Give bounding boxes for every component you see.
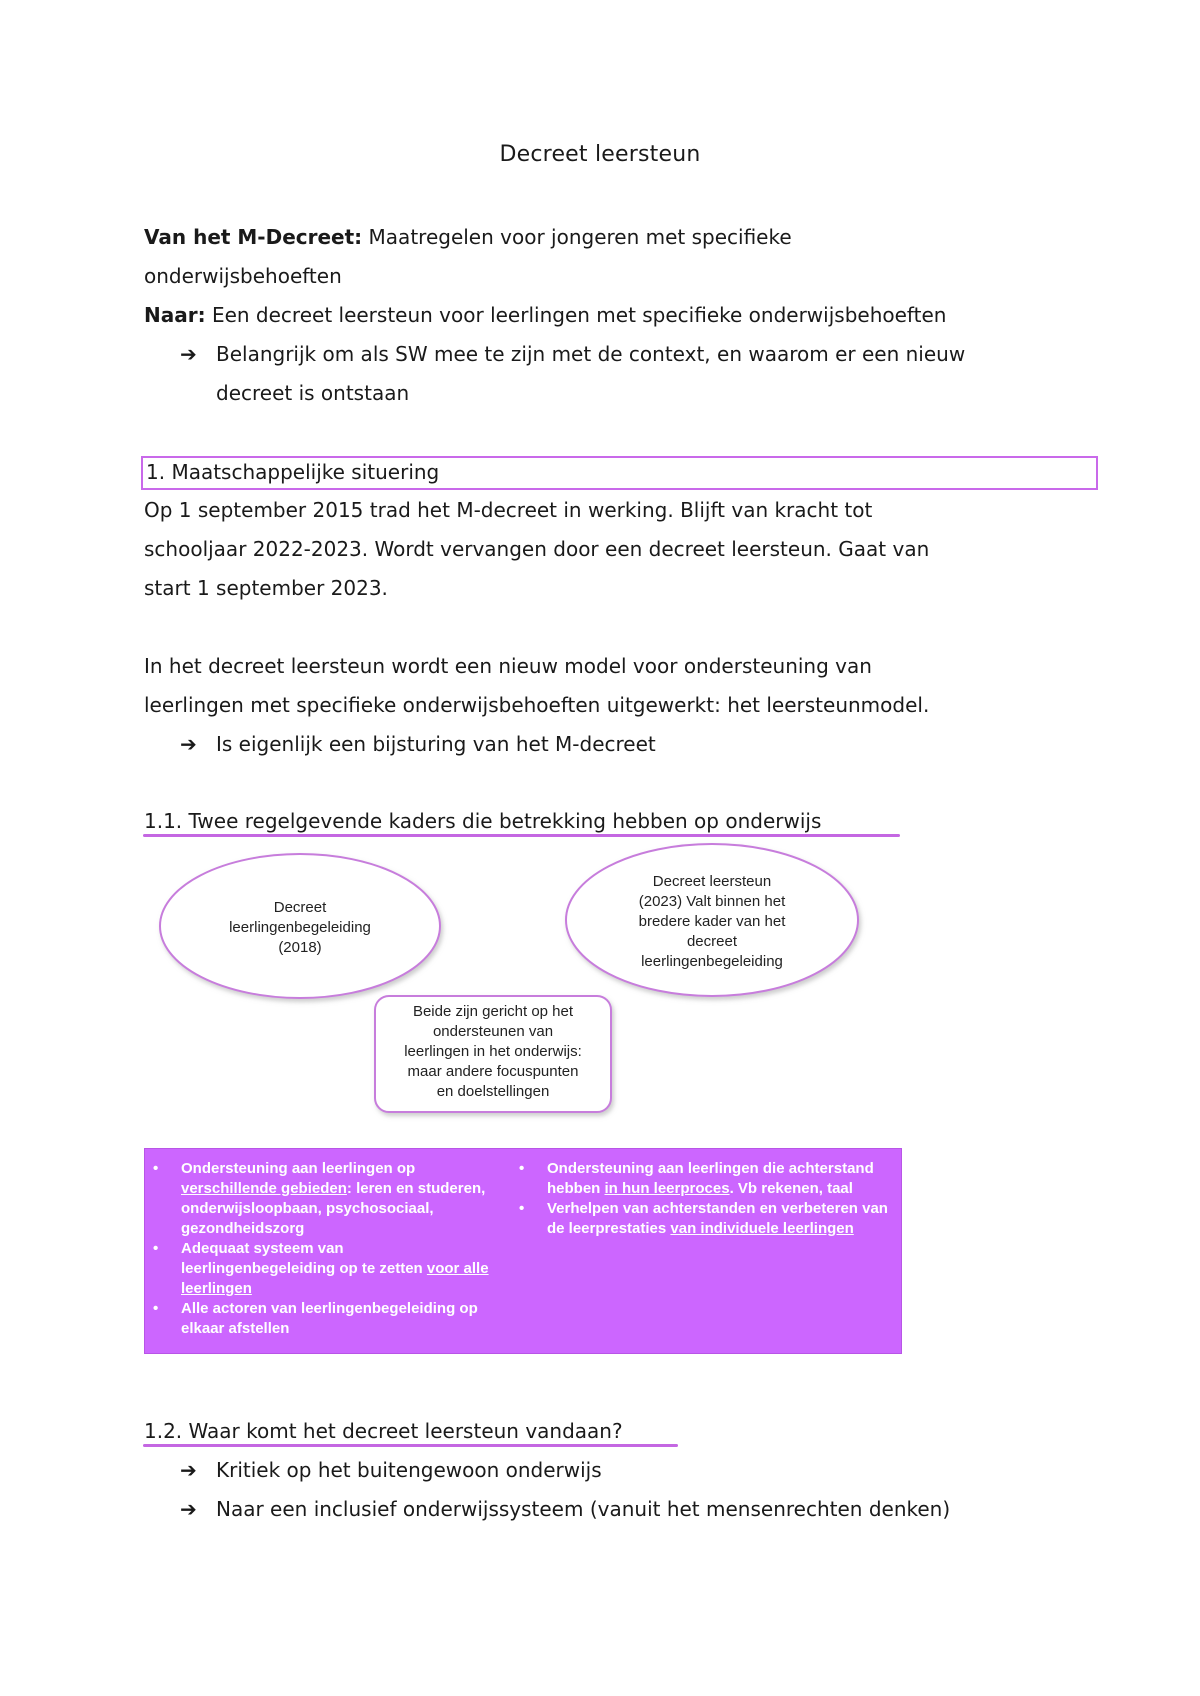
arrow-icon: ➔ [180,732,197,756]
from-text: Maatregelen voor jongeren met specifieke [362,225,792,249]
section-1-para2-line2: leerlingen met specifieke onderwijsbehoeften uitgewerkt: het leersteunmodel. [144,693,930,717]
middle-box-line: en doelstellingen [436,1083,550,1100]
intro-arrow-continuation: decreet is ontstaan [216,381,410,405]
from-label: Van het M-Decreet: [144,225,363,249]
page-title: Decreet leersteun [499,142,701,167]
section-1-2-arrow-1 [180,1457,602,1483]
bullet-text: Adequaat systeem van leerlingenbegeleiding op te zetten [181,1240,427,1277]
bullet-link: verschillende gebieden [181,1180,347,1197]
left-bullet-1 [145,1159,495,1239]
right-bullet-1 [511,1159,895,1199]
middle-box-line: leerlingen in het onderwijs: [404,1043,582,1060]
bullet-link: van individuele leerlingen [670,1220,854,1237]
left-column [145,1159,495,1339]
section-1-para1-line2: schooljaar 2022-2023. Wordt vervangen door een decreet leersteun. Gaat van [144,537,930,561]
section-1-arrow-text: Is eigenlijk een bijsturing van het M-decreet [216,732,656,756]
left-bullet-2 [145,1239,495,1299]
arrow-icon: ➔ [180,1497,197,1521]
section-1-para1-line1: Op 1 september 2015 trad het M-decreet in werking. Blijft van kracht tot [144,498,873,522]
right-bullet-2 [511,1199,895,1239]
comparison-box [144,1148,902,1354]
bullet-text: Alle actoren van leerlingenbegeleiding op elkaar afstellen [181,1300,478,1337]
bullet-text: : leren en studeren, onderwijsloopbaan, psychosociaal, gezondheidszorg [181,1180,486,1237]
right-ellipse-text [612,872,812,972]
bullet-text: Ondersteuning aan leerlingen die achterstand hebben [547,1160,874,1197]
intro-arrow-text: Belangrijk om als SW mee te zijn met de context, en waarom er een nieuw [216,342,966,366]
bullet-text: Verhelpen van achterstanden en verbeteren van de leerprestaties [547,1200,888,1237]
section-1-2-arrow-text: Kritiek op het buitengewoon onderwijs [216,1458,602,1482]
section-1-para2-line1: In het decreet leersteun wordt een nieuw model voor ondersteuning van [144,654,872,678]
bullet-text: Ondersteuning aan leerlingen op [181,1160,416,1177]
right-ellipse-line: decreet [686,933,738,950]
left-ellipse-line: Decreet [273,899,327,916]
section-1-para1-line3: start 1 september 2023. [144,576,388,600]
bullet-text: . Vb rekenen, taal [729,1180,853,1197]
left-bullet-3 [145,1299,495,1339]
bullet-link: voor alle leerlingen [181,1260,489,1297]
bullet-link: in hun leerproces [604,1180,730,1197]
section-1-1-heading: 1.1. Twee regelgevende kaders die betrekking hebben op onderwijs [144,809,822,833]
left-ellipse-text [200,898,400,958]
intro-from-line-2: onderwijsbehoeften [144,264,342,288]
left-ellipse-line: leerlingenbegeleiding [229,919,371,936]
section-1-2-arrow-text: Naar een inclusief onderwijssysteem (vanuit het mensenrechten denken) [216,1497,951,1521]
right-ellipse-line: Decreet leersteun [652,873,772,890]
section-1-heading: 1. Maatschappelijke situering [141,456,1098,490]
right-ellipse-line: leerlingenbegeleiding [641,953,783,970]
section-1-2-heading: 1.2. Waar komt het decreet leersteun vandaan? [144,1419,623,1443]
arrow-icon: ➔ [180,342,197,366]
to-label: Naar: [144,303,206,327]
right-column [511,1159,895,1239]
section-1-2-arrow-2 [180,1496,950,1522]
left-ellipse-line: (2018) [278,939,322,956]
right-ellipse-line: bredere kader van het [638,913,786,930]
middle-box-line: maar andere focuspunten [407,1063,579,1080]
section-1-2-underline [143,1444,678,1447]
arrow-icon: ➔ [180,1458,197,1482]
middle-box-line: ondersteunen van [432,1023,554,1040]
to-text: Een decreet leersteun voor leerlingen met specifieke onderwijsbehoeften [205,303,947,327]
middle-box-line: Beide zijn gericht op het [412,1003,574,1020]
right-ellipse-line: (2023) Valt binnen het [638,893,786,910]
middle-box-text [380,1002,606,1102]
